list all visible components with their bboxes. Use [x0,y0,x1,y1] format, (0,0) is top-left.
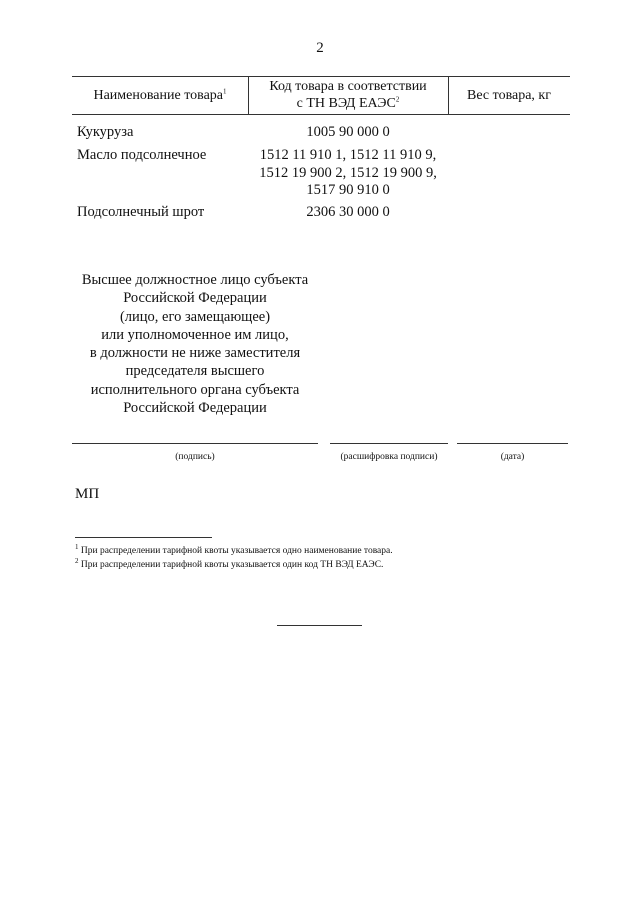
footnote-ref: 1 [223,87,227,96]
header-goods-name: Наименование товара$^1$ [93,87,227,103]
table-header-bottom-rule [72,114,570,115]
table-top-rule [72,76,570,77]
end-of-document-rule [277,625,362,626]
date-line [457,443,568,444]
official-title-block: Высшее должностное лицо субъекта Российской Федерации (лицо, его замещающее) или уполномоченное им лицо, в должности не ниже заместителя председателя высшего исполнительного органа субъекта Российской Федерации [81,272,309,417]
date-caption: (дата) [500,452,525,462]
header-goods-code: Код товара в соответствии с ТН ВЭД ЕАЭС$^2$ [269,79,427,111]
row-goods-name: Кукуруза [77,124,134,140]
footnote: $^2$ При распределении тарифной квоты указывается один код ТН ВЭД ЕАЭС. [75,556,384,570]
page-number: 2 [316,40,324,56]
row-goods-name: Масло подсолнечное [77,147,207,163]
row-goods-code: 1512 11 910 1, 1512 11 910 9, 1512 19 900 2, 1512 19 900 9, 1517 90 910 0 [259,147,437,198]
footnote-ref: 2 [395,95,400,104]
footnote: $^1$ При распределении тарифной квоты указывается одно наименование товара. [75,542,393,556]
signature-line [72,443,318,444]
row-goods-name: Подсолнечный шрот [77,204,205,220]
header-goods-weight: Вес товара, кг [467,88,551,103]
signature-decoding-line [330,443,448,444]
signature-caption: (подпись) [175,452,215,462]
row-goods-code: 2306 30 000 0 [306,204,390,220]
signature-decoding-caption: (расшифровка подписи) [340,452,438,462]
row-goods-code: 1005 90 000 0 [306,124,390,140]
footnote-separator [75,537,212,538]
stamp-label: МП [75,486,100,502]
